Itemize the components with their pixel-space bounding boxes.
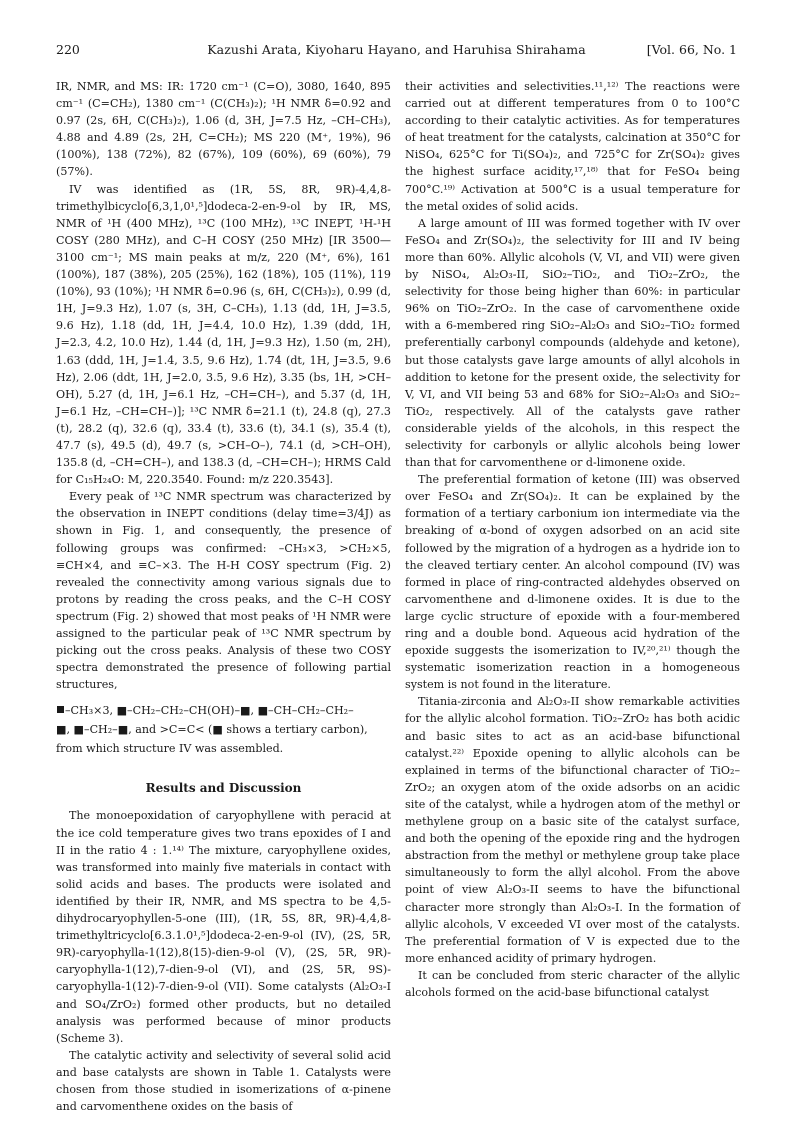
partial-structure-text: –CH₃×3, ■–CH₂–CH₂–CH(OH)–■, ■–CH–CH₂–CH₂– [65,704,354,718]
paragraph: A large amount of III was formed together with IV over FeSO₄ and Zr(SO₄)₂, the selectivity for III and IV being more than 60%. Allylic alcohols (V, VI, and VII) were given by NiSO₄, Al₂O₃-II, SiO₂–TiO₂, and TiO₂–ZrO₂, the selectivity for those being higher than 60%: in particular 96% on TiO₂–ZrO₂. In the case of carvomenthene oxide with a 6-membered ring SiO₂–Al₂O₃ and SiO₂–TiO₂ formed preferentially carbonyl compounds (aldehyde and ketone), but those catalysts gave large amounts of allyl alcohols in addition to ketone for the present oxide, the selectivity for V, VI, and VII being 53 and 68% for SiO₂–Al₂O₃ and SiO₂–TiO₂, respectively. All of the catalysts gave rather considerable yields of the alcohols, in this respect the selectivity for carbonyls or allylic alcohols being lower than that for carvomenthene or d-limonene oxide. [405,216,740,470]
paragraph: their activities and selectivities.¹¹,¹²⁾ The reactions were carried out at different temperatures from 0 to 100°C according to their catalytic activities. As for temperatures of heat treatment for the catalysts, calcination at 350°C for NiSO₄, 625°C for Ti(SO₄)₂, and 725°C for Zr(SO₄)₂ gives the highest surface acidity,¹⁷,¹⁸⁾ that for FeSO₄ being 700°C.¹⁹⁾ Activation at 500°C is a usual temperature for the metal oxides of solid acids. [405,80,740,213]
partial-structures [56,701,391,758]
paragraph: The catalytic activity and selectivity of several solid acid and base catalysts are shown in Table 1. Catalysts were chosen from those studied in isomerizations of α-pinene and carvomenthene oxides on the basis of [56,1048,391,1114]
partial-structure-line [56,701,391,720]
partial-structure-line: from which structure IV was assembled. [56,742,284,756]
paragraph: The preferential formation of ketone (III) was observed over FeSO₄ and Zr(SO₄)₂. It can be explained by the formation of a tertiary carbonium ion intermediate via the breaking of α-bond of oxygen adsorbed on an acid site followed by the migration of a hydrogen as a hydride ion to the cleaved tertiary center. An alcohol compound (IV) was formed in place of ring-contracted aldehydes observed on carvomenthene and d-limonene oxides. It is due to the large cyclic structure of epoxide with a four-membered ring and a double bond. Aqueous acid hydration of the epoxide suggests the isomerization to IV,²⁰,²¹⁾ though the systematic isomerization reaction in a homogeneous system is not found in the literature. [405,473,740,692]
page-number: 220 [56,42,80,57]
volume-label: [Vol. 66, No. 1 [646,42,737,57]
paragraph: The monoepoxidation of caryophyllene with peracid at the ice cold temperature gives two trans epoxides of I and II in the ratio 4 : 1.¹⁴⁾ The mixture, caryophyllene oxides, was transformed into mainly five materials in contact with solid acids and bases. The products were isolated and identified by their IR, NMR, and MS spectra to be 4,5-dihydrocaryophyllen-5-one (III), (1R, 5S, 8R, 9R)-4,4,8-trimethyltricyclo[6.3.1.0¹,⁵]dodeca-2-en-9-ol (IV), (2S, 5R, 9R)-caryophylla-1(12),8(15)-dien-9-ol (V), (2S, 5R, 9R)-caryophylla-1(12),7-dien-9-ol (VI), and (2S, 5R, 9S)-caryophylla-1(12)-7-dien-9-ol (VII). Some catalysts (Al₂O₃-I and SO₄/ZrO₂) formed other products, but no detailed analysis was performed because of minor products (Scheme 3). [56,809,391,1045]
left-column [56,78,391,1115]
running-header [56,42,737,60]
tertiary-carbon-square-icon [57,706,64,713]
author-line: Kazushi Arata, Kiyoharu Hayano, and Haruhisa Shirahama [207,42,586,57]
paragraph: Every peak of ¹³C NMR spectrum was characterized by the observation in INEPT conditions (delay time=3/4J) as shown in Fig. 1, and consequently, the presence of following groups was confirmed: –CH₃×3, >CH₂×5, ≡CH×4, and ≡C–×3. The H-H COSY spectrum (Fig. 2) revealed the connectivity among various signals due to protons by reading the cross peaks, and the C–H COSY spectrum (Fig. 2) showed that most peaks of ¹H NMR were assigned to the particular peak of ¹³C NMR spectrum by picking out the cross peaks. Analysis of these two COSY spectra demonstrated the presence of following partial structures, [56,490,391,692]
right-column [405,78,740,1001]
paragraph: Titania-zirconia and Al₂O₃-II show remarkable activities for the allylic alcohol formation. TiO₂–ZrO₂ has both acidic and basic sites to act as an acid-base bifunctional catalyst.²²⁾ Epoxide opening to allylic alcohols can be explained in terms of the bifunctional character of TiO₂–ZrO₂; an oxygen atom of the oxide adsorbs on an acidic site of the catalyst, while a hydrogen atom of the methyl or methylene group on a basic site of the catalyst surface, and both the opening of the epoxide ring and the hydrogen abstraction from the methyl or methylene group take place simultaneously to form the allyl alcohol. From the above point of view Al₂O₃-II seems to have the bifunctional character more strongly than Al₂O₃-I. In the formation of allylic alcohols, V exceeded VI over most of the catalysts. The preferential formation of V is expected due to the more enhanced acidity of primary hydrogen. [405,695,740,965]
paragraph: IV was identified as (1R, 5S, 8R, 9R)-4,4,8-trimethylbicyclo[6,3,1,0¹,⁵]dodeca-2-en-9-ol by IR, MS, NMR of ¹H (400 MHz), ¹³C (100 MHz), ¹³C INEPT, ¹H-¹H COSY (280 MHz), and C–H COSY (250 MHz) [IR 3500—3100 cm⁻¹; MS main peaks at m/z, 220 (M⁺, 6%), 161 (100%), 187 (38%), 205 (25%), 162 (18%), 105 (11%), 119 (10%), 93 (10%); ¹H NMR δ=0.96 (s, 6H, C(CH₃)₂), 0.99 (d, 1H, J=9.3 Hz), 1.07 (s, 3H, C–CH₃), 1.13 (dd, 1H, J=3.5, 9.6 Hz), 1.18 (dd, 1H, J=4.4, 10.0 Hz), 1.39 (ddd, 1H, J=2.3, 4.2, 10.0 Hz), 1.44 (d, 1H, J=9.3 Hz), 1.50 (m, 2H), 1.63 (ddd, 1H, J=1.4, 3.5, 9.6 Hz), 1.74 (dt, 1H, J=3.5, 9.6 Hz), 2.06 (ddt, 1H, J=2.0, 3.5, 9.6 Hz), 3.35 (bs, 1H, >CH–OH), 5.27 (d, 1H, J=6.1 Hz, –CH=CH–), and 5.37 (d, 1H, J=6.1 Hz, –CH=CH–)]; ¹³C NMR δ=21.1 (t), 24.8 (q), 27.3 (t), 28.2 (q), 32.6 (q), 33.4 (t), 33.6 (t), 34.1 (s), 35.4 (t), 47.7 (s), 49.5 (d), 49.7 (s, >CH–O–), 74.1 (d, >CH–OH), 135.8 (d, –CH=CH–), and 138.3 (d, –CH=CH–); HRMS Cald for C₁₅H₂₄O: M, 220.3540. Found: m/z 220.3543]. [56,182,391,487]
paragraph: IR, NMR, and MS: IR: 1720 cm⁻¹ (C=O), 3080, 1640, 895 cm⁻¹ (C=CH₂), 1380 cm⁻¹ (C(CH₃)₂); ¹H NMR δ=0.92 and 0.97 (2s, 6H, C(CH₃)₂), 1.06 (d, 3H, J=7.5 Hz, –CH–CH₃), 4.88 and 4.89 (2s, 2H, C=CH₂); MS 220 (M⁺, 19%), 96 (100%), 138 (72%), 82 (67%), 109 (60%), 69 (60%), 79 (57%). [56,80,391,179]
section-title: Results and Discussion [145,781,302,796]
paragraph: It can be concluded from steric character of the allylic alcohols formed on the acid-base bifunctional catalyst [405,968,740,999]
partial-structure-line: ■, ■–CH₂–■, and >C=C< (■ shows a tertiary carbon), [56,723,368,737]
